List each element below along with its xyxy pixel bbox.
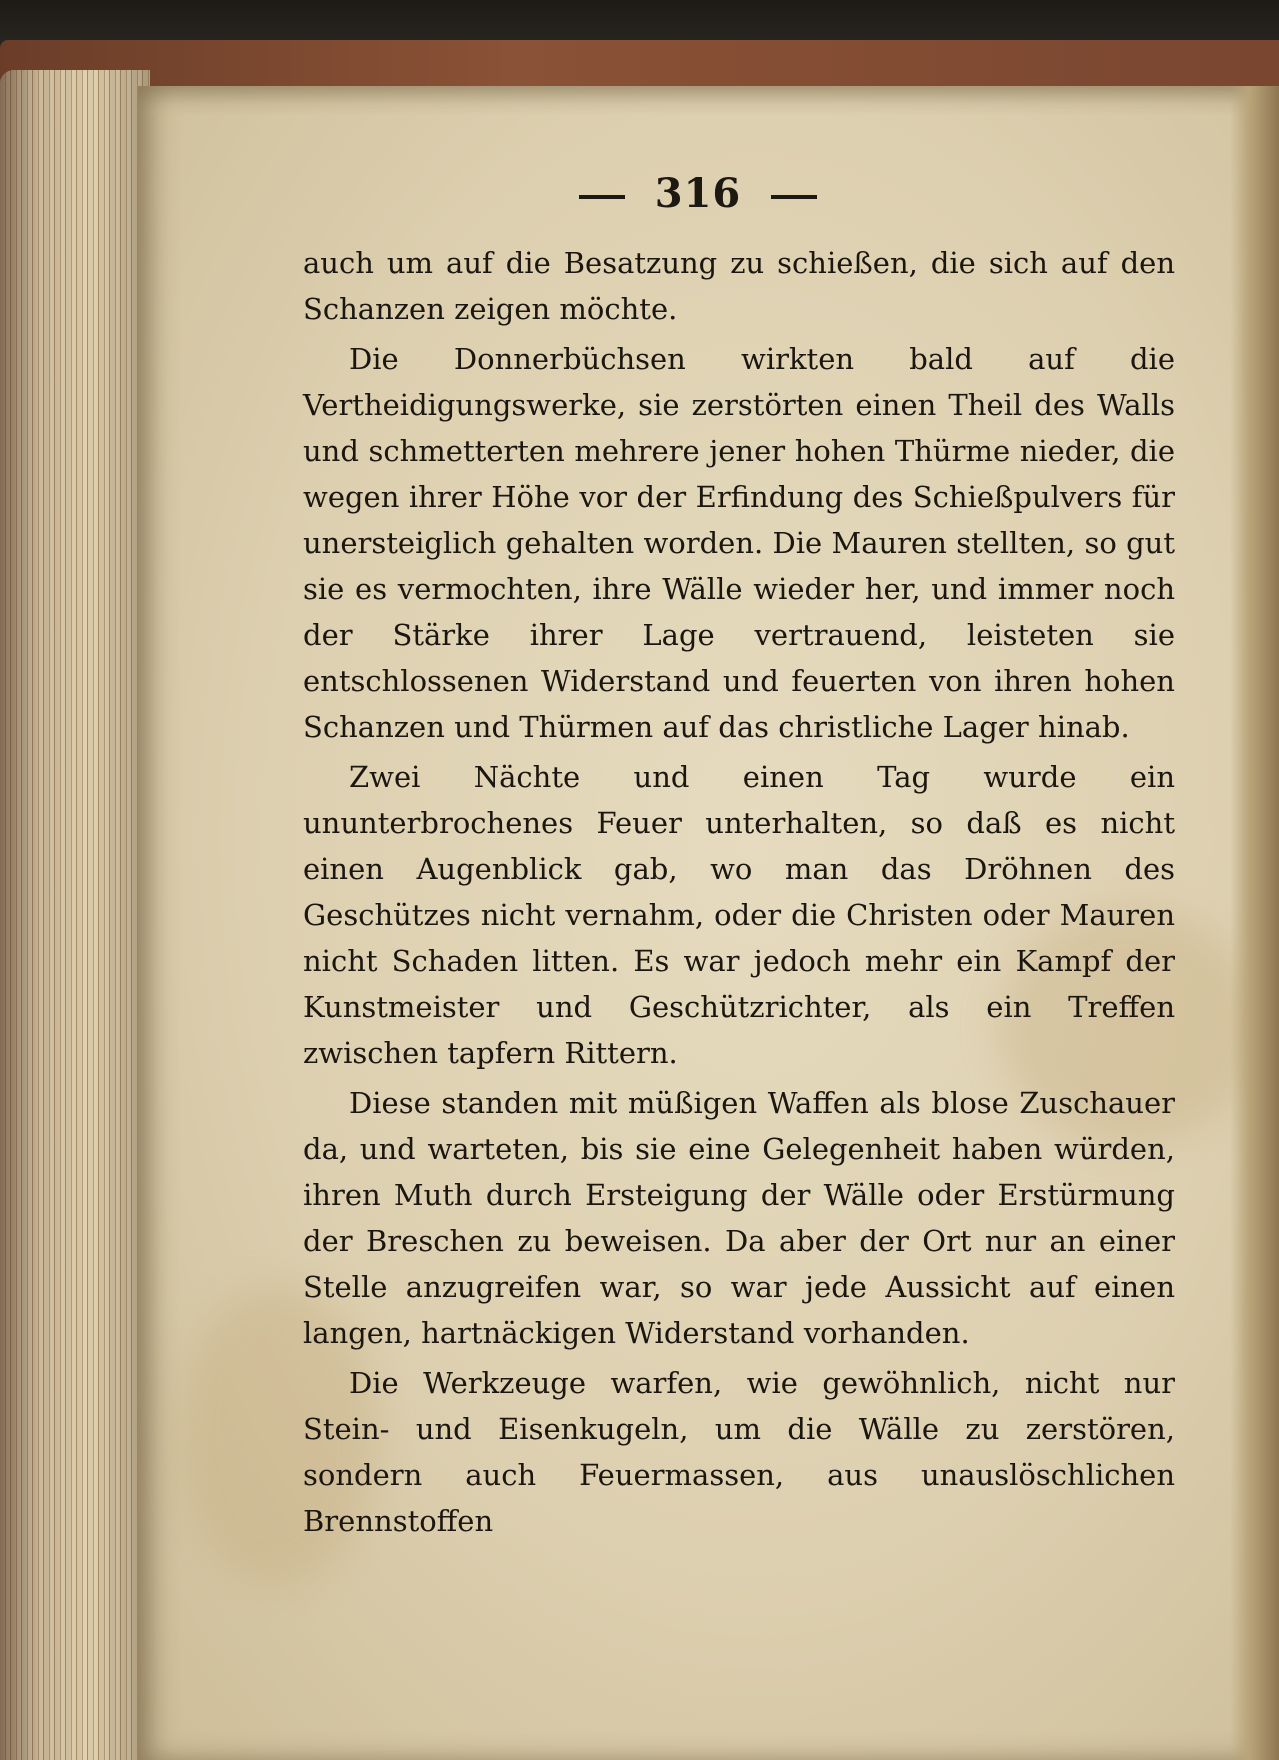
page-header [138, 170, 1258, 217]
page-body [303, 240, 1175, 1544]
paragraph: Diese standen mit müßigen Waffen als blose Zuschauer da, und warteten, bis sie eine Gelegenheit haben würden, ihren Muth durch Ersteigung der Wälle oder Erstürmung der Breschen zu beweisen. Da aber der Ort nur an einer Stelle anzugreifen war, so war jede Aussicht auf einen langen, hartnäckigen Widerstand vorhanden. [303, 1086, 1175, 1350]
header-dash-left [579, 195, 625, 199]
page-number: 316 [654, 170, 742, 217]
paragraph: Zwei Nächte und einen Tag wurde ein ununterbrochenes Feuer unterhalten, so daß es nicht einen Augenblick gab, wo man das Dröhnen des Geschützes nicht vernahm, oder die Christen oder Mauren nicht Schaden litten. Es war jedoch mehr ein Kampf der Kunstmeister und Geschützrichter, als ein Treffen zwischen tapfern Rittern. [303, 760, 1175, 1070]
paragraph: Die Donnerbüchsen wirkten bald auf die Vertheidigungswerke, sie zerstörten einen Theil des Walls und schmetterten mehrere jener hohen Thürme nieder, die wegen ihrer Höhe vor der Erfindung des Schießpulvers für unersteiglich gehalten worden. Die Mauren stellten, so gut sie es vermochten, ihre Wälle wieder her, und immer noch der Stärke ihrer Lage vertrauend, leisteten sie entschlossenen Widerstand und feuerten von ihren hohen Schanzen und Thürmen auf das christliche Lager hinab. [303, 342, 1175, 744]
paragraph: auch um auf die Besatzung zu schießen, die sich auf den Schanzen zeigen möchte. [303, 246, 1175, 326]
binding-gutter [1230, 86, 1279, 1760]
page-edges-shadow [0, 70, 150, 1760]
paragraph: Die Werkzeuge warfen, wie gewöhnlich, nicht nur Stein- und Eisenkugeln, um die Wälle zu zerstören, sondern auch Feuermassen, aus unauslöschlichen Brennstoffen [303, 1366, 1175, 1538]
header-dash-right [771, 195, 817, 199]
